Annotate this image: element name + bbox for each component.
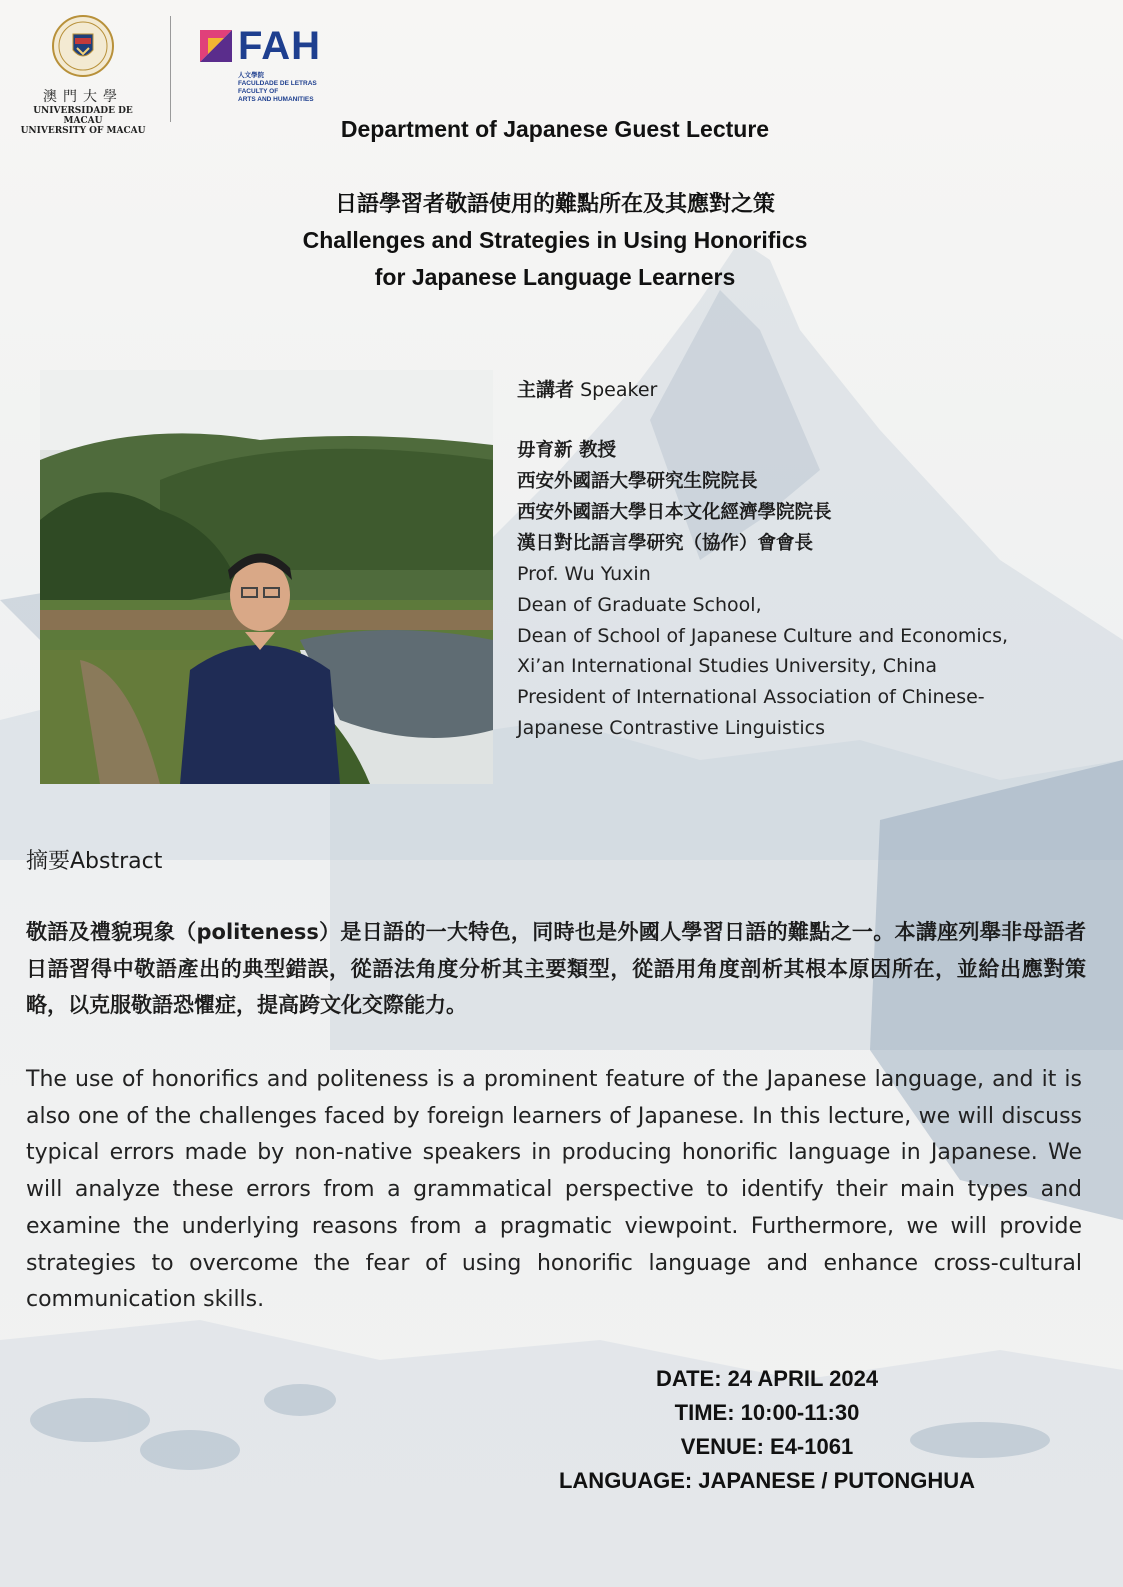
fah-mark-icon	[200, 30, 232, 62]
speaker-title-en-1: Dean of Graduate School,	[517, 593, 762, 616]
abstract-text-chinese: 敬語及禮貌現象（politeness）是日語的一大特色，同時也是外國人學習日語的難點之一。本講座列舉非母語者日語習得中敬語產出的典型錯誤，從語法角度分析其主要類型，從語用角度剖析其根本原因所在，並給出應對策略，以克服敬語恐懼症，提高跨文化交際能力。	[26, 920, 1086, 1017]
speaker-name-en: Prof. Wu Yuxin	[517, 563, 651, 585]
speaker-info	[517, 375, 1097, 744]
fah-subtitle	[238, 72, 358, 104]
speaker-title-en-5: Japanese Contrastive Linguistics	[517, 716, 826, 739]
faculty-name-english-1: FACULTY OF	[238, 88, 279, 95]
university-name-english: UNIVERSITY OF MACAU	[20, 126, 146, 136]
abstract-text-english: The use of honorifics and politeness is a prominent feature of the Japanese language, and it is also one of the challenges faced by foreign learners of Japanese. In this lecture, we will discuss typical errors made by non-native speakers in producing honorific language in Japanese. We will analyze these errors from a grammatical perspective to identify their main types and examine the underlying reasons from a pragmatic viewpoint. Furthermore, we will provide strategies to overcome the fear of using honorific language and enhance cross-cultural communication skills.	[26, 1067, 1082, 1313]
abstract-heading: 摘要Abstract	[26, 849, 163, 874]
event-details	[517, 1362, 1017, 1498]
speaker-name-cn: 毋育新 教授	[517, 440, 616, 461]
event-time: TIME: 10:00-11:30	[674, 1400, 860, 1425]
university-name-chinese: 澳門大學	[43, 89, 123, 105]
fah-acronym: FAH	[238, 24, 321, 68]
speaker-photo	[40, 370, 493, 784]
speaker-title-cn-3: 漢日對比語言學研究（協作）會會長	[517, 533, 814, 554]
university-name-portuguese: UNIVERSIDADE DE MACAU	[33, 106, 133, 126]
speaker-title-cn-1: 西安外國語大學研究生院院長	[517, 471, 758, 492]
faculty-name-portuguese: FACULDADE DE LETRAS	[238, 80, 317, 87]
speaker-heading-en: Speaker	[580, 379, 658, 401]
speaker-title-en-2: Dean of School of Japanese Culture and Economics,	[517, 624, 1009, 647]
speaker-heading-cn: 主講者	[517, 379, 575, 401]
faculty-name-english-2: ARTS AND HUMANITIES	[238, 96, 314, 103]
speaker-title-en-3: Xi’an International Studies University, China	[517, 655, 938, 678]
lecture-title-chinese: 日語學習者敬語使用的難點所在及其應對之策	[334, 192, 775, 217]
lecture-title-english-line2: for Japanese Language Learners	[374, 264, 736, 290]
event-date: DATE: 24 APRIL 2024	[655, 1366, 879, 1391]
university-crest-icon	[51, 14, 115, 78]
lecture-title-english-line1: Challenges and Strategies in Using Honorifics	[302, 227, 808, 253]
event-venue: VENUE: E4-1061	[680, 1434, 854, 1459]
lecture-titles	[0, 116, 1110, 296]
faculty-name-chinese: 人文學院	[238, 72, 264, 79]
speaker-heading	[517, 375, 1097, 405]
lecture-title-english	[0, 222, 1110, 296]
department-heading: Department of Japanese Guest Lecture	[340, 116, 770, 142]
speaker-title-en-4: President of International Association of Chinese-	[517, 686, 985, 709]
logo-divider	[170, 16, 171, 122]
event-language: LANGUAGE: JAPANESE / PUTONGHUA	[558, 1468, 975, 1493]
speaker-title-cn-2: 西安外國語大學日本文化經濟學院院長	[517, 502, 832, 523]
